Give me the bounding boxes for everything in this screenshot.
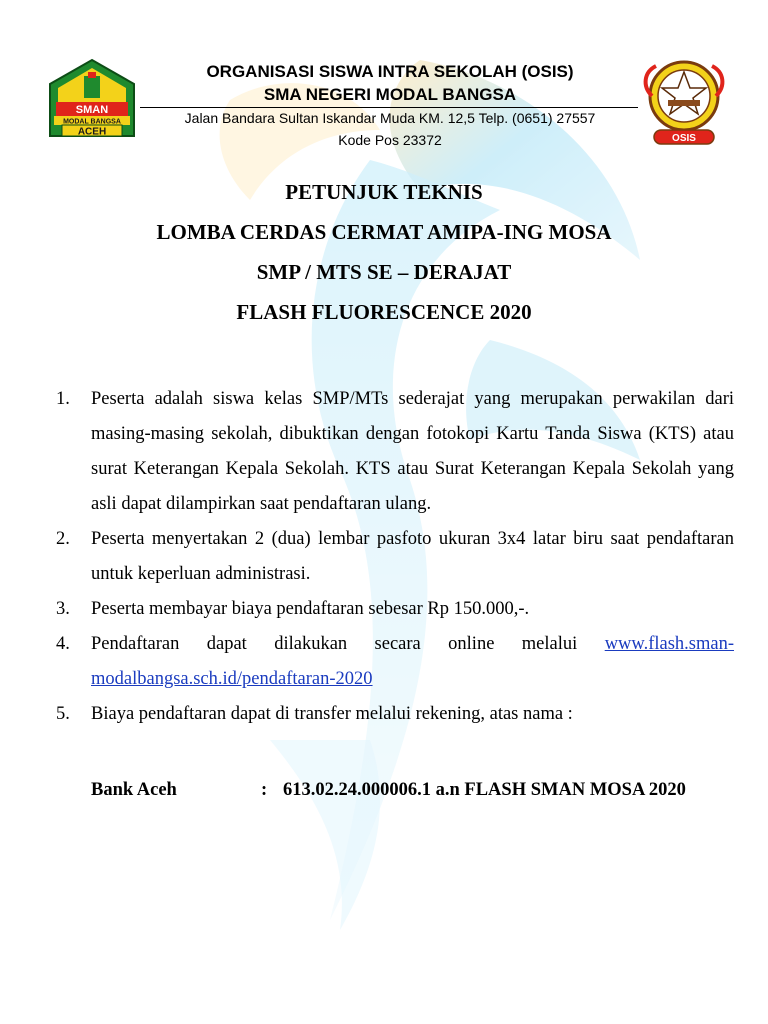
list-item — [56, 522, 734, 592]
org-address: Jalan Bandara Sultan Iskandar Muda KM. 12,5 Telp. (0651) 27557 — [184, 110, 596, 126]
list-item-number: 3. — [56, 599, 70, 619]
list-item — [56, 697, 734, 732]
list-item-text: Peserta membayar biaya pendaftaran sebesar Rp 150.000,-. — [91, 599, 530, 619]
bank-name: Bank Aceh — [91, 780, 177, 800]
list-item-text: Biaya pendaftaran dapat di transfer melalui rekening, atas nama : — [91, 704, 573, 724]
bank-account-info — [91, 772, 734, 808]
list-item-number: 1. — [56, 389, 70, 409]
doc-title-line3: SMP / MTS SE – DERAJAT — [256, 260, 512, 284]
right-logo-text: OSIS — [672, 133, 696, 144]
list-item — [56, 627, 734, 697]
doc-title-line4: FLASH FLUORESCENCE 2020 — [236, 300, 532, 324]
list-item-number: 2. — [56, 529, 70, 549]
list-item-text: Peserta menyertakan 2 (dua) lembar pasfoto ukuran 3x4 latar biru saat pendaftaran untuk keperluan administrasi. — [91, 529, 734, 584]
list-item — [56, 382, 734, 522]
org-postal-code: Kode Pos 23372 — [338, 132, 442, 148]
bank-separator: : — [261, 780, 268, 800]
left-logo-line2: MODAL BANGSA — [63, 118, 121, 126]
list-item-text: Pendaftaran dapat dilakukan secara online melalui — [91, 634, 605, 654]
list-item-number: 4. — [56, 634, 70, 654]
bank-account-detail: 613.02.24.000006.1 a.n FLASH SMAN MOSA 2020 — [283, 780, 686, 800]
list-item-number: 5. — [56, 704, 70, 724]
left-logo-line3: ACEH — [77, 126, 107, 138]
left-logo-line1: SMAN — [75, 104, 109, 116]
list-item — [56, 592, 734, 627]
osis-emblem-icon — [634, 56, 734, 148]
registration-link[interactable]: www.flash.sman-modalbangsa.sch.id/pendaftaran-2020 — [91, 634, 734, 689]
requirements-list — [56, 382, 734, 732]
header-divider — [140, 107, 638, 108]
list-item-text: Peserta adalah siswa kelas SMP/MTs sederajat yang merupakan perwakilan dari masing-masing sekolah, dibuktikan dengan fotokopi Kartu Tanda Siswa (KTS) atau surat Keterangan Kepala Sekolah. KTS atau Surat Keterangan Kepala Sekolah yang asli dapat dilampirkan saat pendaftaran ulang. — [91, 389, 734, 514]
org-name-line1: ORGANISASI SISWA INTRA SEKOLAH (OSIS) — [206, 62, 574, 81]
doc-title-line2: LOMBA CERDAS CERMAT AMIPA-ING MOSA — [156, 220, 612, 244]
org-name-line2: SMA NEGERI MODAL BANGSA — [263, 85, 517, 104]
doc-title-line1: PETUNJUK TEKNIS — [285, 180, 483, 204]
school-emblem-icon — [44, 58, 140, 140]
